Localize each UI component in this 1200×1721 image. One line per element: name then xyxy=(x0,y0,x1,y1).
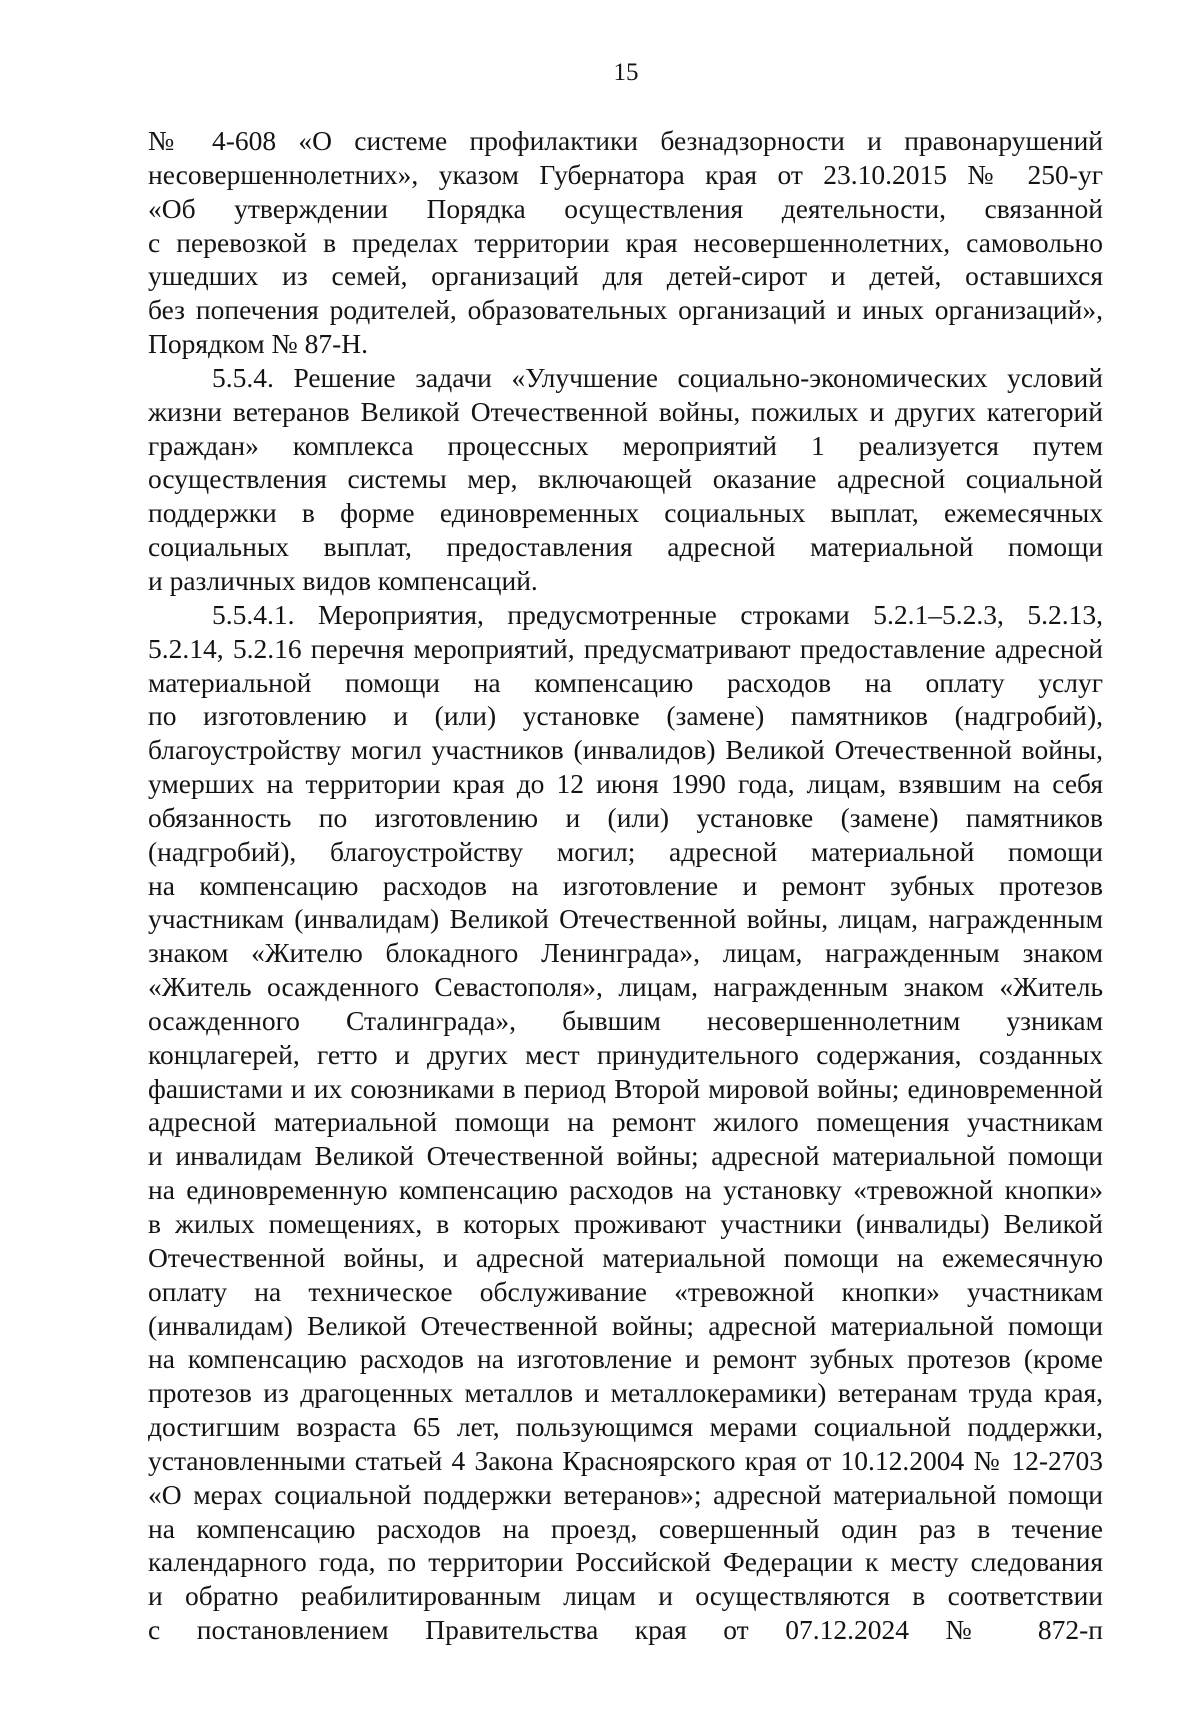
text-line: 5.5.4. Решение задачи «Улучшение социально-экономических условий xyxy=(212,361,1103,393)
text-line: ушедших из семей, организаций для детей-сирот и детей, оставшихся xyxy=(148,260,1103,292)
text-line: «Житель осажденного Севастополя», лицам, награжденным знаком «Житель xyxy=(148,971,1103,1003)
text-line: фашистами и их союзниками в период Второй мировой войны; единовременной xyxy=(148,1072,1103,1104)
body-text xyxy=(148,124,1103,1647)
text-line: оплату на техническое обслуживание «тревожной кнопки» участникам xyxy=(148,1275,1103,1307)
text-line: установленными статьей 4 Закона Красноярского края от 10.12.2004 № 12-2703 xyxy=(148,1444,1103,1476)
text-line: без попечения родителей, образовательных организаций и иных организаций», xyxy=(148,294,1103,326)
text-line: «Об утверждении Порядка осуществления деятельности, связанной xyxy=(148,192,1103,224)
text-line: «О мерах социальной поддержки ветеранов»; адресной материальной помощи xyxy=(148,1478,1103,1510)
text-line: в жилых помещениях, в которых проживают участники (инвалиды) Великой xyxy=(148,1208,1103,1239)
text-line: адресной материальной помощи на ремонт жилого помещения участникам xyxy=(148,1106,1103,1138)
text-line: материальной помощи на компенсацию расходов на оплату услуг xyxy=(148,666,1103,698)
text-line: на компенсацию расходов на проезд, совершенный один раз в течение xyxy=(148,1512,1103,1544)
text-line: на компенсацию расходов на изготовление и ремонт зубных протезов (кроме xyxy=(148,1343,1103,1375)
text-line: и различных видов компенсаций. xyxy=(148,564,538,596)
text-line: благоустройству могил участников (инвалидов) Великой Отечественной войны, xyxy=(148,734,1103,766)
text-line: осажденного Сталинграда», бывшим несовершеннолетним узникам xyxy=(148,1004,1103,1036)
text-line: и инвалидам Великой Отечественной войны; адресной материальной помощи xyxy=(148,1140,1103,1172)
text-line: граждан» комплекса процессных мероприятий 1 реализуется путем xyxy=(148,429,1103,461)
text-line: социальных выплат, предоставления адресной материальной помощи xyxy=(148,531,1103,563)
text-line: обязанность по изготовлению и (или) установке (замене) памятников xyxy=(148,801,1103,833)
text-line: календарного года, по территории Российской Федерации к месту следования xyxy=(148,1546,1103,1578)
text-line: с перевозкой в пределах территории края несовершеннолетних, самовольно xyxy=(148,226,1103,258)
text-line: на компенсацию расходов на изготовление и ремонт зубных протезов xyxy=(148,869,1103,901)
text-line: умерших на территории края до 12 июня 1990 года, лицам, взявшим на себя xyxy=(148,768,1103,800)
text-line: с постановлением Правительства края от 07.12.2024 № 872-п xyxy=(148,1614,1103,1646)
text-line: несовершеннолетних», указом Губернатора края от 23.10.2015 № 250-уг xyxy=(148,158,1103,190)
text-line: Порядком № 87-Н. xyxy=(148,328,368,360)
text-line: 5.2.14, 5.2.16 перечня мероприятий, предусматривают предоставление адресной xyxy=(148,632,1103,664)
text-line: № 4-608 «О системе профилактики безнадзорности и правонарушений xyxy=(148,125,1103,156)
text-line: концлагерей, гетто и других мест принудительного содержания, созданных xyxy=(148,1038,1103,1070)
text-line: (надгробий), благоустройству могил; адресной материальной помощи xyxy=(148,835,1103,867)
text-line: по изготовлению и (или) установке (замене) памятников (надгробий), xyxy=(148,700,1103,732)
text-line: и обратно реабилитированным лицам и осуществляются в соответствии xyxy=(148,1580,1103,1612)
text-line: достигшим возраста 65 лет, пользующимся мерами социальной поддержки, xyxy=(148,1411,1103,1443)
text-line: на единовременную компенсацию расходов на установку «тревожной кнопки» xyxy=(148,1174,1103,1206)
text-line: протезов из драгоценных металлов и металлокерамики) ветеранам труда края, xyxy=(148,1377,1103,1409)
text-line: участникам (инвалидам) Великой Отечественной войны, лицам, награжденным xyxy=(148,903,1103,935)
text-line: жизни ветеранов Великой Отечественной войны, пожилых и других категорий xyxy=(148,395,1103,427)
text-line: (инвалидам) Великой Отечественной войны; адресной материальной помощи xyxy=(148,1309,1103,1341)
page-number: 15 xyxy=(613,59,639,86)
text-line: осуществления системы мер, включающей оказание адресной социальной xyxy=(148,463,1103,495)
text-line: 5.5.4.1. Мероприятия, предусмотренные строками 5.2.1–5.2.3, 5.2.13, xyxy=(212,598,1103,630)
text-line: знаком «Жителю блокадного Ленинграда», лицам, награжденным знаком xyxy=(148,937,1103,969)
text-line: Отечественной войны, и адресной материальной помощи на ежемесячную xyxy=(148,1241,1103,1273)
text-line: поддержки в форме единовременных социальных выплат, ежемесячных xyxy=(148,497,1103,529)
